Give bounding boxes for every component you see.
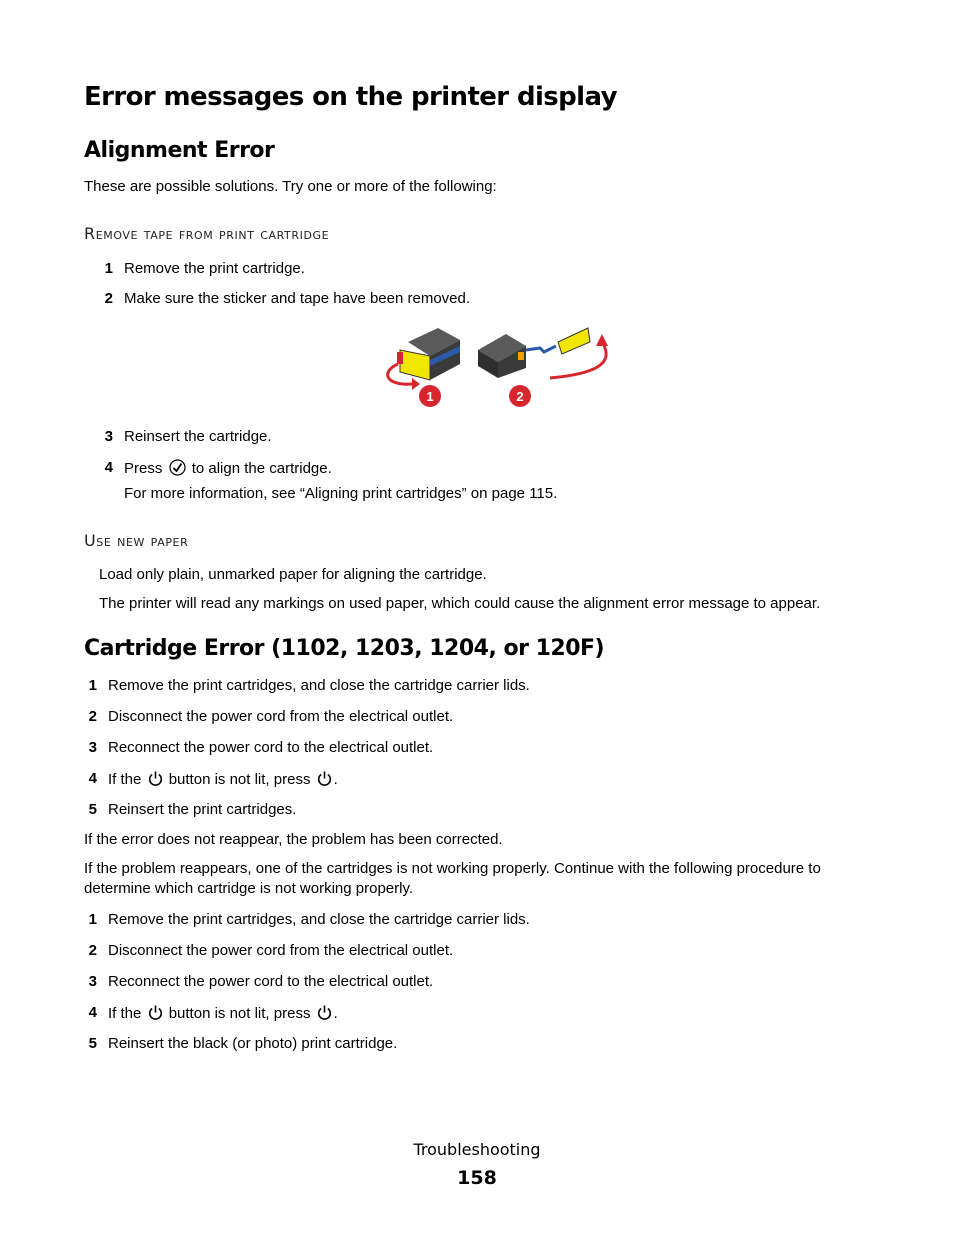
step-text [124, 459, 332, 477]
step-number: 2 [88, 942, 97, 959]
cartridge-tape-illustration [380, 320, 620, 412]
alignment-intro: These are possible solutions. Try one or more of the following: [84, 178, 497, 195]
use-new-paper-para-1: Load only plain, unmarked paper for aligning the cartridge. [99, 566, 487, 583]
step-text: Remove the print cartridges, and close the cartridge carrier lids. [108, 677, 530, 694]
step-text: Reinsert the cartridge. [124, 428, 272, 445]
power-icon [317, 1004, 332, 1021]
power-icon [148, 770, 163, 787]
step-text-pre: If the [108, 1005, 142, 1022]
step-number: 1 [88, 911, 97, 928]
more-info-text: For more information, see “Aligning print cartridges” on page 115. [124, 485, 558, 502]
step-text: Disconnect the power cord from the electrical outlet. [108, 942, 454, 959]
step-number: 4 [88, 770, 97, 787]
cartridge-para-2-line-1: If the problem reappears, one of the cartridges is not working properly. Continue with the following procedure to [84, 860, 821, 877]
power-icon [148, 1004, 163, 1021]
callout-2-label: 2 [516, 389, 524, 404]
remove-tape-heading: Remove tape from print cartridge [84, 224, 330, 243]
step-text: Make sure the sticker and tape have been removed. [124, 290, 471, 307]
use-new-paper-heading: Use new paper [84, 531, 189, 550]
step-number: 1 [104, 260, 113, 277]
step-number: 5 [88, 1035, 97, 1052]
callout-1-label: 1 [426, 389, 434, 404]
step-text: Reconnect the power cord to the electrical outlet. [108, 973, 434, 990]
step-number: 5 [88, 801, 97, 818]
cartridge-error-heading: Cartridge Error (1102, 1203, 1204, or 120F) [84, 636, 605, 661]
cartridge-without-sticker-image [478, 328, 590, 378]
step-number: 3 [88, 973, 97, 990]
use-new-paper-para-2: The printer will read any markings on used paper, which could cause the alignment error message to appear. [99, 595, 821, 612]
page-title: Error messages on the printer display [84, 82, 617, 112]
cartridge-para-2-line-2: determine which cartridge is not working properly. [84, 880, 414, 897]
cartridge-with-sticker-image [397, 328, 460, 380]
step-text-mid: button is not lit, press [168, 771, 311, 788]
step-text-pre: Press [124, 460, 163, 477]
step-number: 1 [88, 677, 97, 694]
cartridge-para-1: If the error does not reappear, the problem has been corrected. [84, 831, 503, 848]
step-number: 2 [104, 290, 113, 307]
step-text-post: . [333, 1005, 338, 1022]
checkmark-button-icon [169, 459, 186, 476]
footer-section-label: Troubleshooting [413, 1140, 541, 1159]
step-number: 4 [88, 1004, 97, 1021]
step-text-mid: button is not lit, press [168, 1005, 311, 1022]
alignment-error-heading: Alignment Error [84, 138, 275, 163]
step-text-post: . [333, 771, 338, 788]
step-text-pre: If the [108, 771, 142, 788]
step-text-post: to align the cartridge. [191, 460, 332, 477]
step-text: Remove the print cartridge. [124, 260, 305, 277]
step-text: Reconnect the power cord to the electrical outlet. [108, 739, 434, 756]
footer-page-number: 158 [457, 1167, 497, 1189]
step-text: Reinsert the black (or photo) print cartridge. [108, 1035, 398, 1052]
step-text: Remove the print cartridges, and close the cartridge carrier lids. [108, 911, 530, 928]
step-number: 3 [104, 428, 113, 445]
step-text: Reinsert the print cartridges. [108, 801, 297, 818]
step-number: 2 [88, 708, 97, 725]
step-number: 4 [104, 459, 113, 476]
step-number: 3 [88, 739, 97, 756]
step-text: Disconnect the power cord from the electrical outlet. [108, 708, 454, 725]
step-text [108, 1004, 338, 1022]
step-text [108, 770, 338, 788]
power-icon [317, 770, 332, 787]
